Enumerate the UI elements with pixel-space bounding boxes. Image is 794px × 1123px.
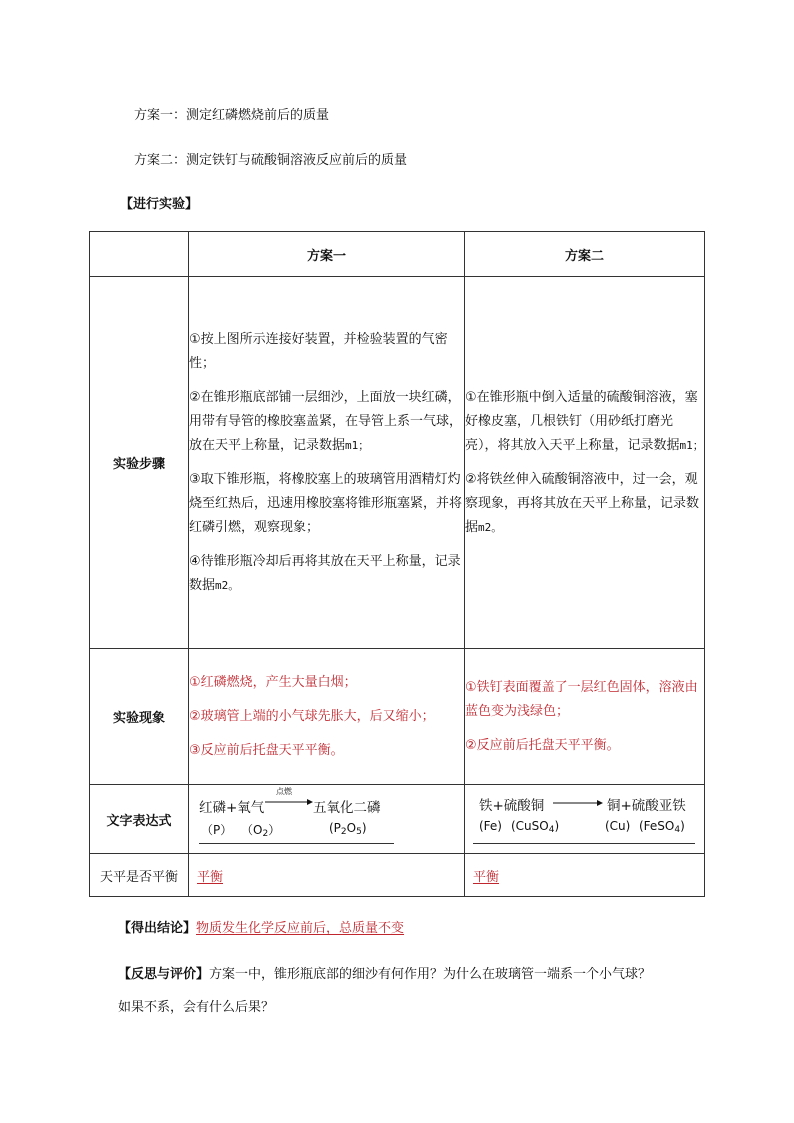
balance-plan-one: 平衡 — [189, 854, 465, 897]
steps-label: 实验步骤 — [90, 277, 189, 649]
phenomenon-2-1: ①铁钉表面覆盖了一层红色固体，溶液由蓝色变为浅绿色； — [465, 679, 698, 719]
eq1-arrow-icon — [265, 797, 313, 807]
eq1-reactants: 红磷+氧气 — [199, 800, 265, 816]
eq2-reactants: 铁+硫酸铜 — [479, 798, 545, 814]
equation-plan-one — [189, 785, 465, 854]
experiment-heading: 【进行实验】 — [120, 197, 199, 212]
eq2-underline — [473, 843, 695, 844]
plan-two: 方案二：测定铁钉与硫酸铜溶液反应前后的质量 — [134, 153, 408, 168]
eq1-formula-p2o5: $(P_2O_5)$ — [329, 821, 367, 837]
eq1-product: 五氧化二磷 — [313, 800, 381, 816]
eq2-formula-feso4: (FeSO$_4$) — [639, 819, 685, 835]
eq1-formula-p: （P） — [201, 823, 233, 837]
phenomenon-plan-one — [189, 649, 465, 785]
conclusion — [118, 917, 404, 936]
eq2-formula-cu: (Cu) — [605, 819, 631, 833]
phenomenon-2-2: ②反应前后托盘天平平衡。 — [465, 737, 620, 753]
reflection-text-1: 方案一中，锥形瓶底部的细沙有何作用？为什么在玻璃管一端系一个小气球？ — [209, 967, 652, 982]
step-2-1: ①在锥形瓶中倒入适量的硫酸铜溶液，塞好橡皮塞，几根铁钉（用砂纸打磨光亮），将其放入天平上称量，记录数据m1； — [465, 389, 704, 453]
steps-plan-one — [189, 277, 465, 649]
header-plan-two: 方案二 — [465, 232, 705, 277]
conclusion-label: 【得出结论】 — [118, 921, 197, 936]
eq2-formula-fe: (Fe) — [479, 819, 502, 833]
header-plan-one: 方案一 — [189, 232, 465, 277]
phenomenon-label: 实验现象 — [90, 649, 189, 785]
reflection-line-1 — [118, 963, 651, 982]
eq1-condition: 点燃 — [276, 787, 292, 796]
equation-plan-two — [465, 785, 705, 854]
eq2-products: 铜+硫酸亚铁 — [607, 798, 686, 814]
balance-plan-two: 平衡 — [465, 854, 705, 897]
step-1-2: ②在锥形瓶底部铺一层细沙，上面放一块红磷，用带有导管的橡胶塞盖紧，在导管上系一气球，放在天平上称量，记录数据m1； — [189, 389, 463, 453]
step-2-2: ②将铁丝伸入硫酸铜溶液中，过一会，观察现象，再将其放在天平上称量，记录数据m2。 — [465, 471, 700, 535]
header-empty-cell — [90, 232, 189, 277]
phenomenon-1-1: ①红磷燃烧，产生大量白烟； — [189, 674, 357, 690]
step-1-1: ①按上图所示连接好装置，并检验装置的气密性； — [189, 331, 448, 371]
steps-plan-two — [465, 277, 705, 649]
reflection-label: 【反思与评价】 — [118, 967, 210, 982]
reflection-line-2: 如果不系，会有什么后果？ — [118, 1000, 275, 1015]
step-1-4: ④待锥形瓶冷却后再将其放在天平上称量，记录数据m2。 — [189, 553, 461, 593]
eq2-arrow-icon — [553, 798, 603, 808]
phenomenon-1-2: ②玻璃管上端的小气球先胀大，后又缩小； — [189, 708, 435, 724]
eq1-underline — [199, 843, 394, 844]
conclusion-text: 物质发生化学反应前后，总质量不变 — [196, 921, 405, 936]
phenomenon-plan-two — [465, 649, 705, 785]
phenomenon-1-3: ③反应前后托盘天平平衡。 — [189, 742, 344, 758]
experiment-table — [89, 231, 705, 897]
eq2-formula-cuso4: (CuSO$_4$) — [511, 819, 560, 835]
plan-one: 方案一：测定红磷燃烧前后的质量 — [134, 108, 330, 123]
balance-label: 天平是否平衡 — [90, 854, 189, 897]
eq1-formula-o2: $(O_2)$ — [241, 823, 281, 839]
step-1-3: ③取下锥形瓶，将橡胶塞上的玻璃管用酒精灯灼烧至红热后，迅速用橡胶塞将锥形瓶塞紧，并将红磷引燃，观察现象； — [189, 471, 463, 535]
equation-label: 文字表达式 — [90, 785, 189, 854]
